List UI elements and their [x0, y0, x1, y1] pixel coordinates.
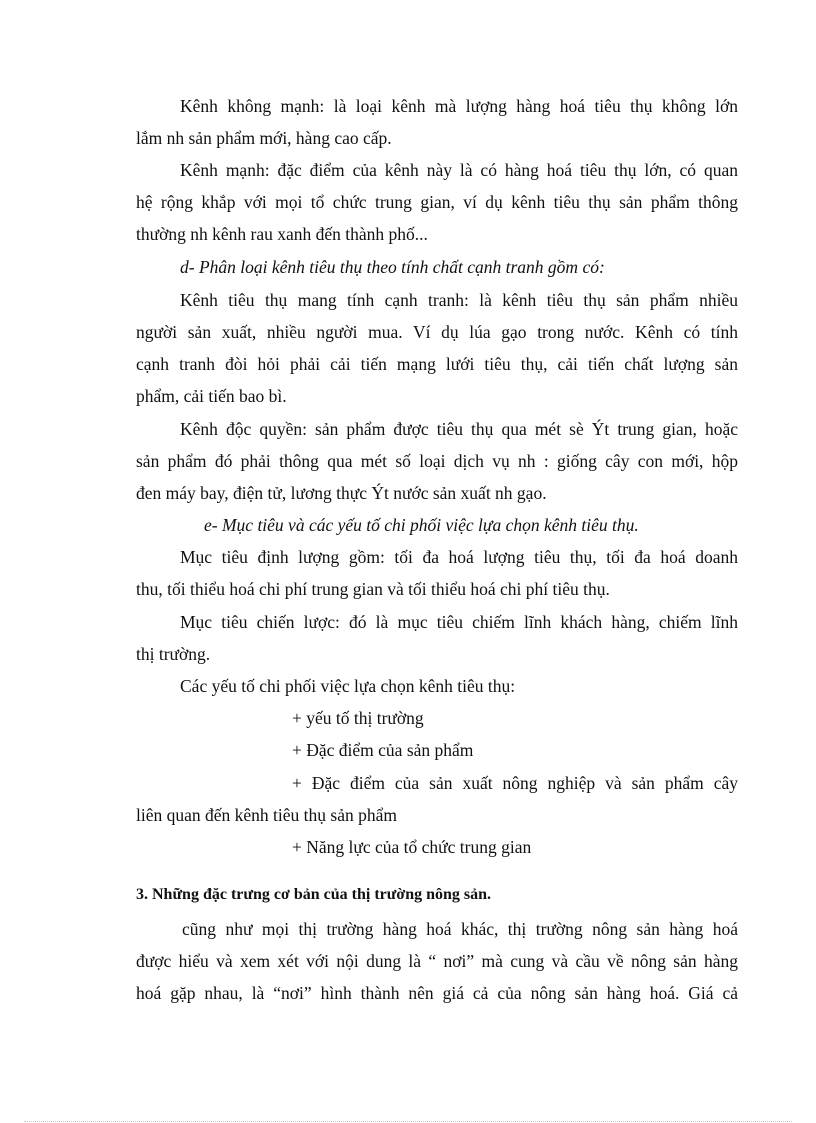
body-text-line: Mục tiêu định lượng gồm: tối đa hoá lượng tiêu thụ, tối đa hoá doanh [180, 547, 738, 567]
body-text-line: người sản xuất, nhiều người mua. Ví dụ lúa gạo trong nước. Kênh có tính [136, 322, 738, 342]
body-text-line: hoá gặp nhau, là “nơi” hình thành nên giá cả của nông sản hàng hoá. Giá cả [136, 983, 738, 1003]
body-text-line: hệ rộng khắp với mọi tổ chức trung gian, ví dụ kênh tiêu thụ sản phẩm thông [136, 192, 738, 212]
bullet-item: + Năng lực của tổ chức trung gian [292, 837, 532, 857]
body-text-line: Kênh không mạnh: là loại kênh mà lượng hàng hoá tiêu thụ không lớn [180, 96, 738, 116]
body-text-line: cạnh tranh đòi hỏi phải cải tiến mạng lưới tiêu thụ, cải tiến chất lượng sản [136, 354, 738, 374]
subsection-heading-d: d- Phân loại kênh tiêu thụ theo tính chất cạnh tranh gồm có: [180, 257, 605, 277]
bullet-item: + Đặc điểm của sản xuất nông nghiệp và sản phẩm cây [292, 773, 738, 793]
body-text-line: đen máy bay, điện tử, lương thực Ýt nước sản xuất nh gạo. [136, 483, 547, 503]
body-text-line: Kênh mạnh: đặc điểm của kênh này là có hàng hoá tiêu thụ lớn, có quan [180, 160, 738, 180]
body-text-line: Mục tiêu chiến lược: đó là mục tiêu chiếm lĩnh khách hàng, chiếm lĩnh [180, 612, 738, 632]
body-text-line: thị trường. [136, 644, 211, 664]
body-text-line: Kênh tiêu thụ mang tính cạnh tranh: là kênh tiêu thụ sản phẩm nhiều [180, 290, 738, 310]
body-text-line: thường nh kênh rau xanh đến thành phố... [136, 224, 428, 244]
body-text-line: Kênh độc quyền: sản phẩm được tiêu thụ qua mét sè Ýt trung gian, hoặc [180, 419, 738, 439]
body-text-line: cũng như mọi thị trường hàng hoá khác, thị trường nông sản hàng hoá [182, 919, 738, 939]
body-text-line: Các yếu tố chi phối việc lựa chọn kênh tiêu thụ: [180, 676, 516, 696]
subsection-heading-e: e- Mục tiêu và các yếu tố chi phối việc lựa chọn kênh tiêu thụ. [204, 515, 639, 535]
page-bottom-rule [24, 1121, 792, 1122]
body-text-line: sản phẩm đó phải thông qua mét số loại dịch vụ nh : giống cây con mới, hộp [136, 451, 738, 471]
body-text-line: thu, tối thiểu hoá chi phí trung gian và tối thiểu hoá chi phí tiêu thụ. [136, 579, 610, 599]
body-text-line: lắm nh sản phẩm mới, hàng cao cấp. [136, 128, 392, 148]
section-heading: 3. Những đặc trưng cơ bản của thị trường nông sản. [136, 886, 492, 903]
bullet-item: + Đặc điểm của sản phẩm [292, 740, 474, 760]
body-text-line: được hiểu và xem xét với nội dung là “ nơi” mà cung và cầu về nông sản hàng [136, 951, 738, 971]
bullet-item-continuation: liên quan đến kênh tiêu thụ sản phẩm [136, 805, 397, 825]
bullet-item: + yếu tố thị trường [292, 708, 424, 728]
body-text-line: phẩm, cải tiến bao bì. [136, 386, 287, 406]
